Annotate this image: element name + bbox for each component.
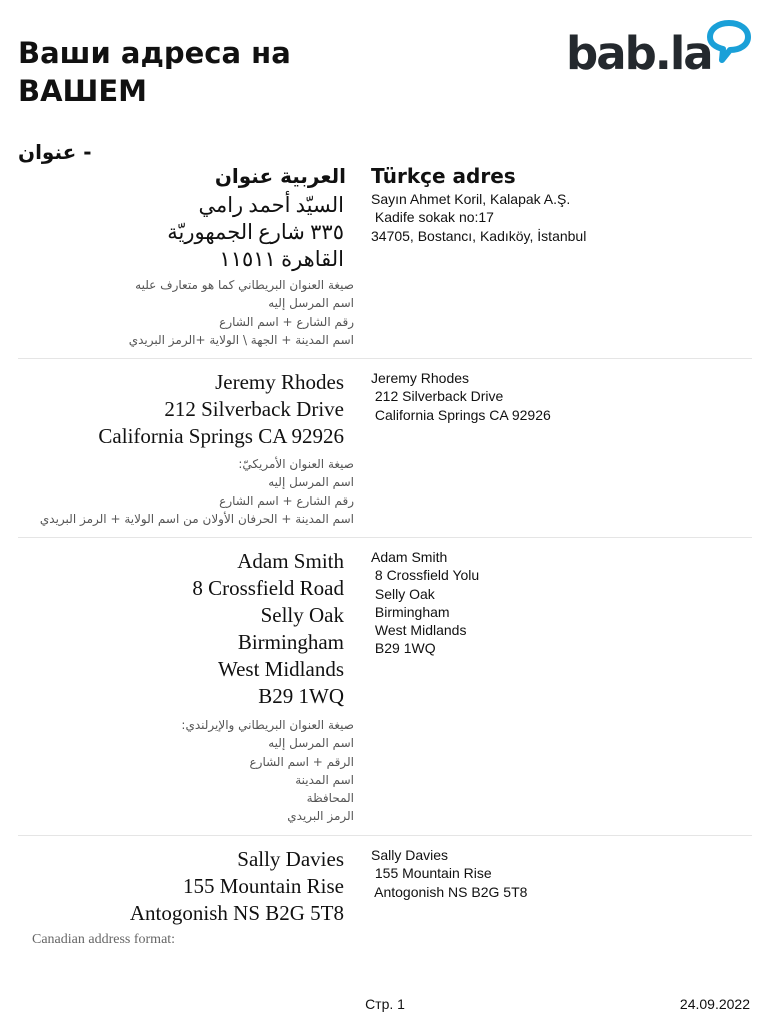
page-number: Стр. 1 <box>365 996 405 1012</box>
format-note-line: صيغة العنوان الأمريكيّ: <box>238 457 354 471</box>
left-address-line: 8 Crossfield Road <box>192 576 344 600</box>
column-heading-arabic: العربية عنوان <box>214 164 346 188</box>
right-address-line: Adam Smith <box>371 549 448 565</box>
format-note-line: اسم المرسل إليه <box>268 296 354 311</box>
left-address-line: السيّد أحمد رامي <box>198 193 344 217</box>
right-address-line: Jeremy Rhodes <box>371 370 470 386</box>
left-address-line: Sally Davies <box>237 847 344 871</box>
format-note-line: اسم المدينة + الحرفان الأولان من اسم الولاية + الرمز البريدي <box>39 511 354 526</box>
divider <box>18 835 752 836</box>
example-right-address <box>371 369 551 424</box>
format-note-line: صيغة العنوان البريطاني والإيرلندي: <box>181 718 354 732</box>
example-right-address <box>371 846 527 901</box>
format-note-line: صيغة العنوان البريطاني كما هو متعارف عليه <box>135 278 354 292</box>
left-address-line: California Springs CA 92926 <box>98 424 344 448</box>
right-address-line: California Springs CA 92926 <box>371 406 551 423</box>
format-notes <box>32 455 354 528</box>
left-address-line: West Midlands <box>217 657 344 681</box>
example-right-address <box>371 190 586 245</box>
left-address-line: Antogonish NS B2G 5T8 <box>129 901 344 925</box>
left-address-line: Birmingham <box>237 630 344 654</box>
right-address-line: 155 Mountain Rise <box>371 865 492 882</box>
right-address-line: Birmingham <box>371 603 450 620</box>
format-notes <box>32 276 354 349</box>
right-address-line: Kadife sokak no:17 <box>371 209 494 226</box>
right-address-line: 34705, Bostancı, Kadıköy, İstanbul <box>371 227 587 244</box>
left-address-line: 155 Mountain Rise <box>183 874 344 898</box>
right-address-line: 8 Crossfield Yolu <box>371 567 480 584</box>
right-address-line: 212 Silverback Drive <box>371 388 504 405</box>
right-address-line: Antogonish NS B2G 5T8 <box>371 883 528 900</box>
right-address-line: West Midlands <box>371 622 467 639</box>
right-address-line: Sally Davies <box>371 847 449 863</box>
divider <box>18 358 752 359</box>
divider <box>18 537 752 538</box>
document-title: Ваши адреса на ВАШЕМ <box>18 36 291 108</box>
format-note-line: اسم المرسل إليه <box>268 736 354 751</box>
speech-bubble-icon <box>704 18 754 64</box>
left-address-line: 212 Silverback Drive <box>164 397 344 421</box>
format-note-line: اسم المدينة + الجهة \ الولاية +الرمز البريدي <box>128 332 354 347</box>
example-left-address <box>98 369 344 450</box>
left-address-line: Adam Smith <box>237 549 344 573</box>
format-note-line: Canadian address format: <box>32 932 176 947</box>
print-date: 24.09.2022 <box>679 996 750 1012</box>
left-address-line: B29 1WQ <box>258 684 344 708</box>
column-heading-turkish: Türkçe adres <box>371 164 516 188</box>
left-address-line: القاهرة ١١٥١١ <box>219 247 344 271</box>
format-note-line: المحافظة <box>306 791 354 806</box>
example-left-address <box>130 846 344 927</box>
logo-wordmark: bab.la <box>566 27 712 80</box>
right-address-line: Sayın Ahmet Koril, Kalapak A.Ş. <box>371 191 571 207</box>
format-note-line: الرقم + اسم الشارع <box>249 754 354 769</box>
example-left-address <box>192 548 344 710</box>
left-address-line: Selly Oak <box>260 603 344 627</box>
example-left-address <box>167 192 344 273</box>
left-address-line: ٣٣٥ شارع الجمهوريّة <box>167 220 344 244</box>
format-note-line: الرمز البريدي <box>287 809 354 824</box>
format-note-line: اسم المدينة <box>295 772 354 787</box>
format-note-line: رقم الشارع + اسم الشارع <box>219 314 354 329</box>
left-address-line: Jeremy Rhodes <box>215 370 344 394</box>
format-note-line: اسم المرسل إليه <box>268 475 354 490</box>
right-address-line: Selly Oak <box>371 585 435 602</box>
example-right-address <box>371 548 479 658</box>
right-address-line: B29 1WQ <box>371 640 436 657</box>
section-heading: عنوان - <box>18 140 92 164</box>
format-note-line: رقم الشارع + اسم الشارع <box>219 493 354 508</box>
bab-la-logo[interactable] <box>566 18 756 82</box>
format-notes <box>32 716 354 826</box>
